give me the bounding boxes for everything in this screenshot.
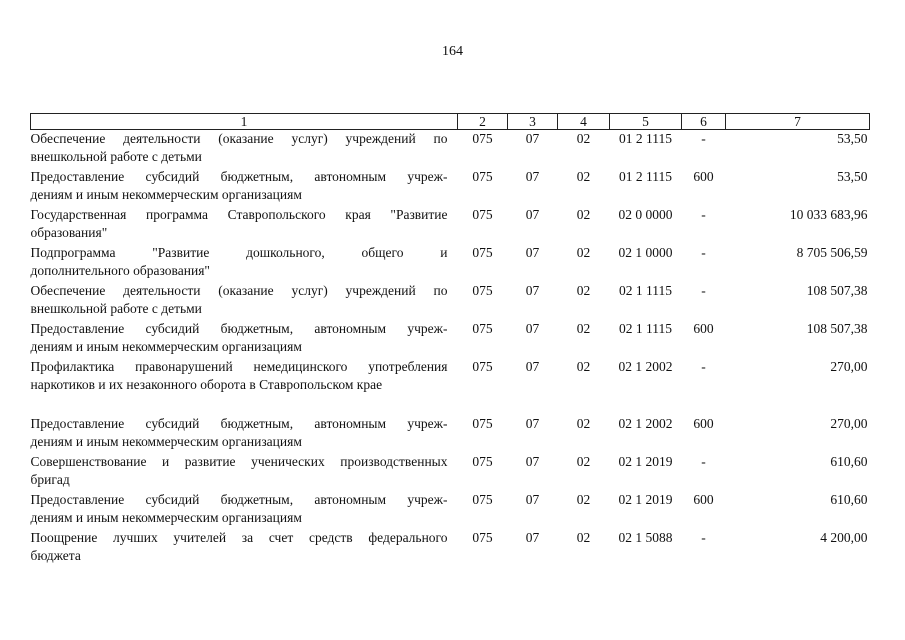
row-target-article: 02 1 1115 [619,321,672,336]
row-name-cell [31,282,458,320]
row-name-line2: дениям и иным некоммерческим организациям [30,510,302,525]
column-header-name: 1 [31,114,458,130]
row-section-code: 07 [525,207,540,222]
row-target-article: 01 2 1115 [619,169,672,184]
row-section-code: 07 [525,169,540,184]
row-target-article: 02 1 2002 [618,359,673,374]
row-expense-type: - [701,530,706,545]
row-subsection-code: 02 [576,492,591,507]
row-amount: 53,50 [837,131,868,146]
row-ministry-code: 075 [472,321,493,336]
row-name-line1: Предоставление субсидий бюджетным, автономным учреж- [30,416,448,431]
row-ministry-code: 075 [472,454,493,469]
table-row [31,244,870,282]
row-subsection-code: 02 [576,416,591,431]
row-subsection-code: 02 [576,207,591,222]
row-name-cell [31,168,458,206]
row-section-code: 07 [525,131,540,146]
row-name-cell [31,491,458,529]
budget-table [30,113,870,567]
table-row [31,168,870,206]
row-name-cell [31,206,458,244]
row-name-line1: Обеспечение деятельности (оказание услуг) учреждений по [30,131,448,146]
row-ministry-code: 075 [472,416,493,431]
row-name-line1: Предоставление субсидий бюджетным, автономным учреж- [30,492,448,507]
row-name-line2: образования" [30,225,108,240]
row-ministry-code: 075 [472,207,493,222]
row-section-code: 07 [525,245,540,260]
row-expense-type: - [701,283,706,298]
row-name-cell [31,415,458,453]
row-ministry-code: 075 [472,359,493,374]
table-row [31,130,870,169]
row-subsection-code: 02 [576,245,591,260]
table-row [31,415,870,453]
column-header-amount: 7 [726,114,870,130]
row-target-article: 02 1 5088 [618,530,673,545]
column-header-target-article: 5 [610,114,682,130]
row-name-line1: Предоставление субсидий бюджетным, автономным учреж- [30,169,448,184]
table-row [31,206,870,244]
row-name-line1: Поощрение лучших учителей за счет средств федерального [30,530,448,545]
row-ministry-code: 075 [472,283,493,298]
row-expense-type: - [701,131,706,146]
row-target-article: 02 0 0000 [618,207,673,222]
row-section-code: 07 [525,283,540,298]
row-section-code: 07 [525,454,540,469]
row-amount: 108 507,38 [806,321,868,336]
row-name-cell [31,320,458,358]
row-section-code: 07 [525,530,540,545]
row-subsection-code: 02 [576,321,591,336]
row-target-article: 02 1 2019 [618,492,673,507]
row-name-line1: Обеспечение деятельности (оказание услуг) учреждений по [30,283,448,298]
row-ministry-code: 075 [472,245,493,260]
row-expense-type: 600 [693,416,714,431]
row-amount: 4 200,00 [820,530,868,545]
row-subsection-code: 02 [576,530,591,545]
row-amount: 10 033 683,96 [789,207,868,222]
table-row [31,320,870,358]
header-row [31,114,870,130]
column-header-section: 3 [508,114,558,130]
row-expense-type: - [701,207,706,222]
row-name-line1: Предоставление субсидий бюджетным, автономным учреж- [30,321,448,336]
row-ministry-code: 075 [472,169,493,184]
row-name-line1: Совершенствование и развитие ученических производственных [30,454,448,469]
row-name-line2: дополнительного образования" [30,263,210,278]
row-target-article: 02 1 1115 [619,283,672,298]
row-ministry-code: 075 [472,530,493,545]
row-name-line2: бригад [30,472,70,487]
row-name-line1: Подпрограмма "Развитие дошкольного, общего и [30,245,448,260]
row-expense-type: - [701,359,706,374]
row-section-code: 07 [525,359,540,374]
row-subsection-code: 02 [576,454,591,469]
row-name-cell [31,358,458,415]
row-name-line1: Профилактика правонарушений немедицинского употребления [30,359,448,374]
row-target-article: 02 1 2019 [618,454,673,469]
row-subsection-code: 02 [576,131,591,146]
table-row [31,453,870,491]
row-target-article: 02 1 0000 [618,245,673,260]
row-amount: 108 507,38 [806,283,868,298]
column-header-subsection: 4 [558,114,610,130]
row-name-cell [31,244,458,282]
row-name-line2: дениям и иным некоммерческим организациям [30,434,302,449]
row-name-line2: внешкольной работе с детьми [30,301,202,316]
table-row [31,358,870,415]
row-name-line2: наркотиков и их незаконного оборота в Ставропольском крае [30,377,383,392]
table-row [31,491,870,529]
row-expense-type: 600 [693,492,714,507]
row-name-line2: дениям и иным некоммерческим организациям [30,339,302,354]
row-expense-type: - [701,454,706,469]
row-section-code: 07 [525,492,540,507]
row-name-cell [31,453,458,491]
column-header-expense-type: 6 [682,114,726,130]
row-amount: 270,00 [830,359,868,374]
row-ministry-code: 075 [472,492,493,507]
column-header-ministry: 2 [458,114,508,130]
row-subsection-code: 02 [576,283,591,298]
table-body [31,130,870,568]
row-subsection-code: 02 [576,169,591,184]
row-amount: 610,60 [830,454,868,469]
row-amount: 270,00 [830,416,868,431]
row-amount: 8 705 506,59 [796,245,868,260]
table-row [31,282,870,320]
page-number: 164 [442,44,463,59]
row-amount: 610,60 [830,492,868,507]
row-target-article: 02 1 2002 [618,416,673,431]
row-name-line2: бюджета [30,548,81,563]
row-ministry-code: 075 [472,131,493,146]
row-name-line2: внешкольной работе с детьми [30,149,202,164]
row-section-code: 07 [525,416,540,431]
row-expense-type: 600 [693,169,714,184]
row-subsection-code: 02 [576,359,591,374]
table-row [31,529,870,567]
row-name-line1: Государственная программа Ставропольского края "Развитие [30,207,448,222]
row-name-cell [31,529,458,567]
row-section-code: 07 [525,321,540,336]
row-amount: 53,50 [837,169,868,184]
row-expense-type: 600 [693,321,714,336]
row-target-article: 01 2 1115 [619,131,672,146]
row-name-cell [31,130,458,169]
row-expense-type: - [701,245,706,260]
row-name-line2: дениям и иным некоммерческим организациям [30,187,302,202]
